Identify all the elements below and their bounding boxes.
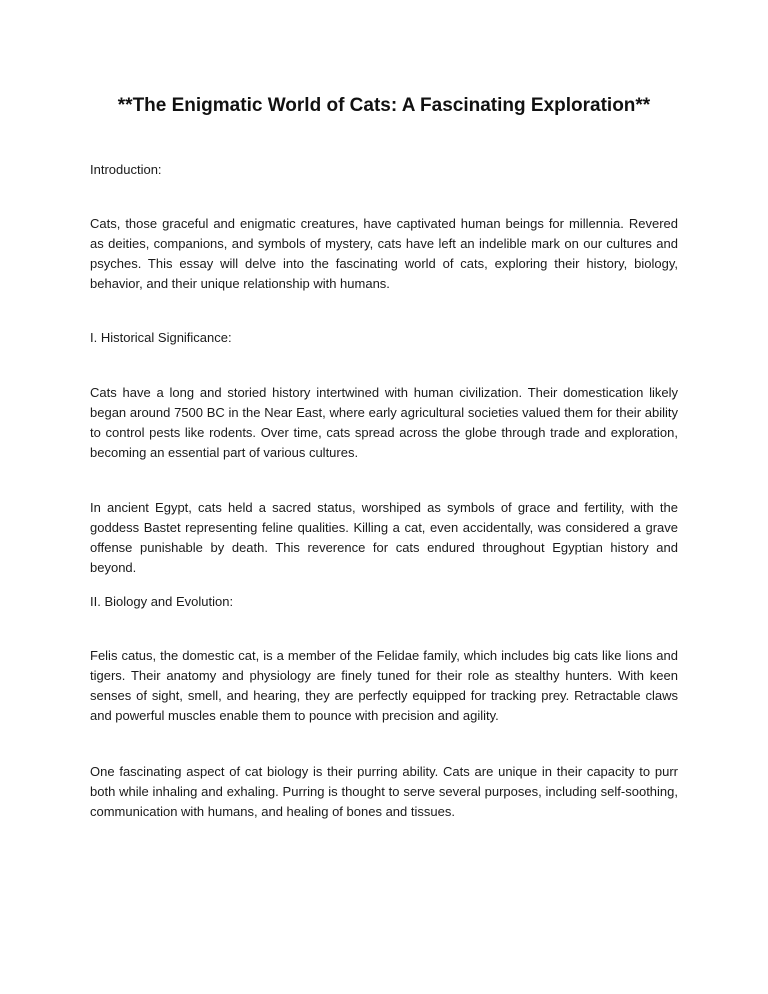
- biology-paragraph-1: Felis catus, the domestic cat, is a member of the Felidae family, which includes big cats like lions and tigers. Their anatomy and physiology are finely tuned for their role as stealthy hunters. With keen senses of sight, smell, and hearing, they are perfectly equipped for tracking prey. Retractable claws and powerful muscles enable them to pounce with precision and agility.: [90, 648, 678, 723]
- intro-paragraph: Cats, those graceful and enigmatic creatures, have captivated human beings for millennia. Revered as deities, companions, and symbols of mystery, cats have left an indelible mark on our cultures and psyches. This essay will delve into the fascinating world of cats, exploring their history, biology, behavior, and their unique relationship with humans.: [90, 216, 678, 291]
- section-heading-introduction: Introduction:: [90, 162, 162, 177]
- history-paragraph-2: In ancient Egypt, cats held a sacred status, worshiped as symbols of grace and fertility, with the goddess Bastet representing feline qualities. Killing a cat, even accidentally, was considered a grave offense punishable by death. This reverence for cats endured throughout Egyptian history and beyond.: [90, 500, 678, 575]
- biology-paragraph-2: One fascinating aspect of cat biology is their purring ability. Cats are unique in their capacity to purr both while inhaling and exhaling. Purring is thought to serve several purposes, including self-soothing, communication with humans, and healing of bones and tissues.: [90, 764, 678, 819]
- document-title: **The Enigmatic World of Cats: A Fascinating Exploration**: [117, 95, 651, 116]
- section-heading-biology-evolution: II. Biology and Evolution:: [90, 594, 234, 609]
- history-paragraph-1: Cats have a long and storied history intertwined with human civilization. Their domestication likely began around 7500 BC in the Near East, where early agricultural societies valued them for their ability to control pests like rodents. Over time, cats spread across the globe through trade and exploration, becoming an essential part of various cultures.: [90, 385, 678, 460]
- section-heading-historical-significance: I. Historical Significance:: [90, 330, 232, 345]
